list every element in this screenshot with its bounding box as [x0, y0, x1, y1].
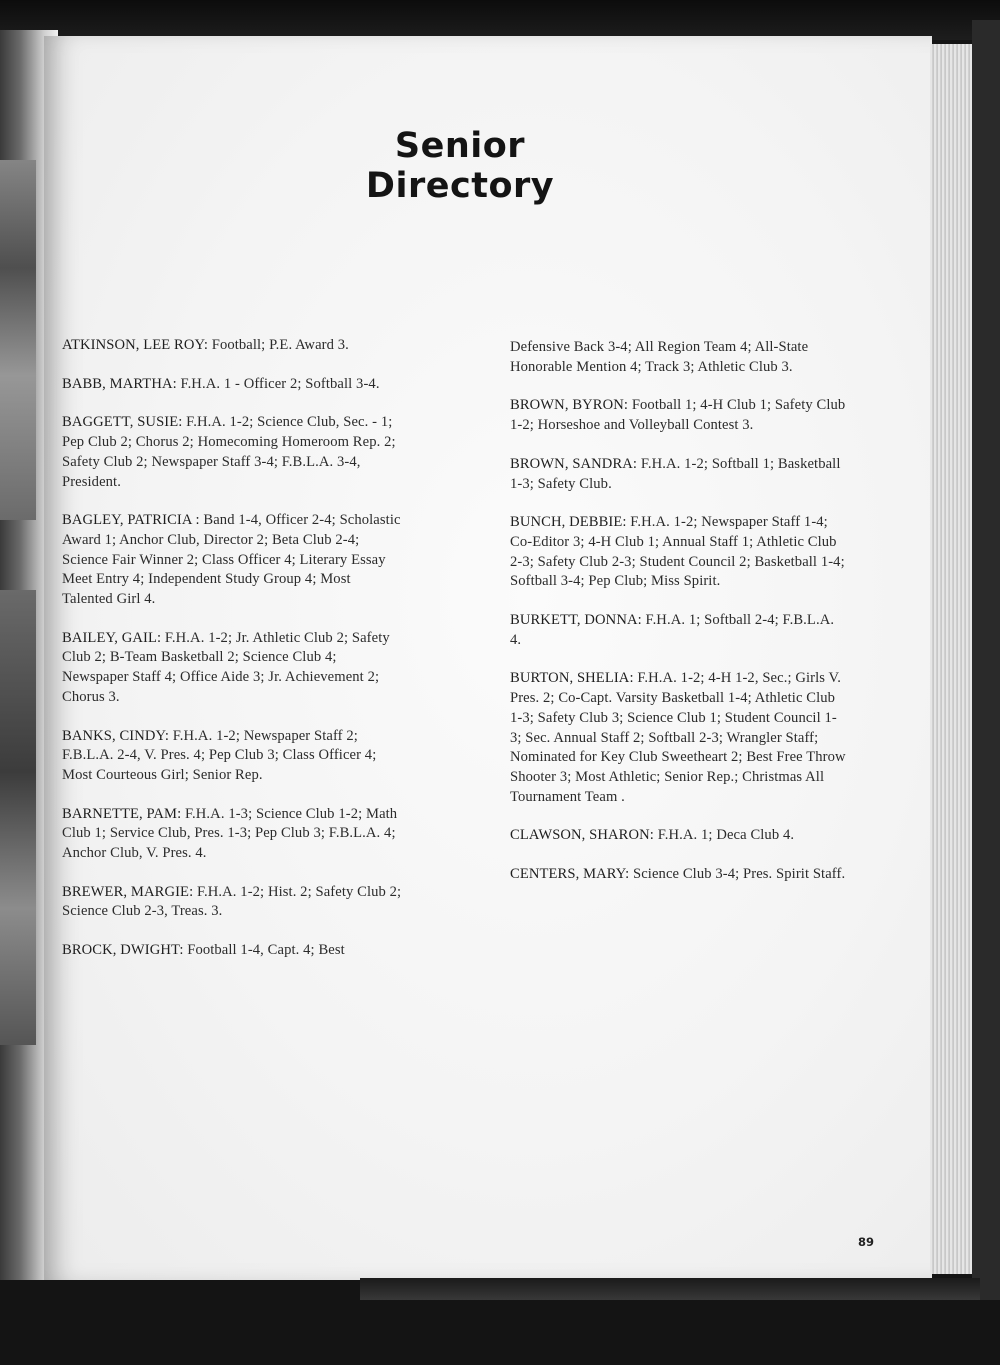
student-name: CENTERS, MARY:: [510, 866, 630, 883]
student-name: BURKETT, DONNA:: [510, 612, 642, 629]
directory-entry: [62, 511, 402, 610]
student-activities: F.H.A. 1-2; 4-H 1-2, Sec.; Girls V. Pres. 2; Co-Capt. Varsity Basketball 1-4; Athletic Club 1-3; Safety Club 3; Science Club 1; Student Council 1-3; Sec. Annual Staff 2; Softball 2-3; Wrangler Staff; Nominated for Key Club Sweetheart 2; Best Free Throw Shooter 3; Most Athletic; Senior Rep.; Christmas All Tournament Team .: [510, 670, 846, 805]
student-name: BAILEY, GAIL:: [62, 629, 162, 646]
student-activities: F.H.A. 1-2; Hist. 2; Safety Club 2; Science Club 2-3, Treas. 3.: [62, 883, 402, 920]
student-name: BANKS, CINDY:: [62, 727, 169, 744]
directory-entry: [62, 413, 402, 492]
facing-page-photo-top: [0, 160, 36, 520]
page-title: Senior Directory: [365, 126, 555, 206]
student-activities: Football 1-4, Capt. 4; Best: [187, 942, 345, 959]
student-name: CLAWSON, SHARON:: [510, 827, 654, 844]
directory-entry: [62, 727, 402, 786]
student-name: BUNCH, DEBBIE:: [510, 514, 627, 531]
student-activities: F.H.A. 1-2; Newspaper Staff 2; F.B.L.A. 2-4, V. Pres. 4; Pep Club 3; Class Officer 4; Most Courteous Girl; Senior Rep.: [62, 727, 377, 783]
directory-entry: [510, 826, 848, 846]
directory-entry: [510, 396, 848, 435]
facing-page-photo-bottom: [0, 590, 36, 1045]
student-activities: F.H.A. 1-2; Softball 1; Basketball 1-3; Safety Club.: [510, 455, 841, 492]
student-activities: F.H.A. 1-2; Newspaper Staff 1-4; Co-Editor 3; 4-H Club 1; Annual Staff 1; Athletic Club 2-3; Safety Club 2-3; Student Council 2; Basketball 1-4; Softball 3-4; Pep Club; Miss Spirit.: [510, 514, 845, 590]
scan-background-top: [0, 0, 1000, 40]
directory-entry: [62, 941, 402, 961]
student-activities: Defensive Back 3-4; All Region Team 4; All-State Honorable Mention 4; Track 3; Athletic Club 3.: [510, 339, 809, 375]
directory-entry: [510, 611, 848, 650]
student-name: BREWER, MARGIE:: [62, 883, 194, 900]
student-activities: F.H.A. 1; Softball 2-4; F.B.L.A. 4.: [510, 612, 835, 648]
student-name: BAGGETT, SUSIE:: [62, 414, 183, 431]
directory-entry: [62, 375, 402, 395]
student-activities: F.H.A. 1-2; Jr. Athletic Club 2; Safety Club 2; B-Team Basketball 2; Science Club 4; Newspaper Staff 4; Office Aide 3; Jr. Achievement 2; Chorus 3.: [62, 629, 390, 705]
page-number: 89: [858, 1235, 875, 1249]
student-name: BURTON, SHELIA:: [510, 670, 634, 687]
student-activities: F.H.A. 1-2; Science Club, Sec. - 1; Pep Club 2; Chorus 2; Homecoming Homeroom Rep. 2; Safety Club 2; Newspaper Staff 3-4; F.B.L.A. 3-4, President.: [62, 414, 396, 490]
student-name: BROWN, SANDRA:: [510, 455, 638, 472]
book-cover-edge: [972, 20, 1000, 1300]
student-name: BABB, MARTHA:: [62, 375, 177, 392]
directory-entry: [62, 883, 402, 922]
directory-entry: [510, 513, 848, 592]
page-stack-edges: [930, 44, 972, 1274]
student-activities: Science Club 3-4; Pres. Spirit Staff.: [633, 866, 846, 883]
student-name: ATKINSON, LEE ROY:: [62, 337, 208, 353]
directory-entry: [62, 805, 402, 864]
directory-column-left: [62, 336, 402, 980]
student-name: BROCK, DWIGHT:: [62, 942, 184, 959]
student-name: BAGLEY, PATRICIA :: [62, 512, 200, 529]
student-name: BROWN, BYRON:: [510, 397, 629, 414]
directory-entry-continued: [510, 338, 848, 377]
student-activities: Football; P.E. Award 3.: [211, 337, 349, 353]
directory-entry: [510, 865, 848, 885]
student-activities: F.H.A. 1; Deca Club 4.: [657, 827, 795, 844]
directory-entry: [510, 669, 848, 807]
student-activities: Band 1-4, Officer 2-4; Scholastic Award 1; Anchor Club, Director 2; Beta Club 2-4; Science Fair Winner 2; Class Officer 4; Literary Essay Meet Entry 4; Independent Study Group 4; Most Talented Girl 4.: [62, 512, 401, 608]
student-name: BARNETTE, PAM:: [62, 805, 182, 822]
book-binding-bottom: [360, 1278, 980, 1300]
directory-entry: [62, 629, 402, 708]
student-activities: Football 1; 4-H Club 1; Safety Club 1-2; Horseshoe and Volleyball Contest 3.: [510, 397, 846, 434]
student-activities: F.H.A. 1-3; Science Club 1-2; Math Club 1; Service Club, Pres. 1-3; Pep Club 3; F.B.L.A. 4; Anchor Club, V. Pres. 4.: [62, 805, 398, 862]
directory-entry: [62, 336, 402, 356]
directory-entry: [510, 455, 848, 494]
student-activities: F.H.A. 1 - Officer 2; Softball 3-4.: [180, 375, 380, 392]
directory-column-right: [510, 338, 848, 904]
